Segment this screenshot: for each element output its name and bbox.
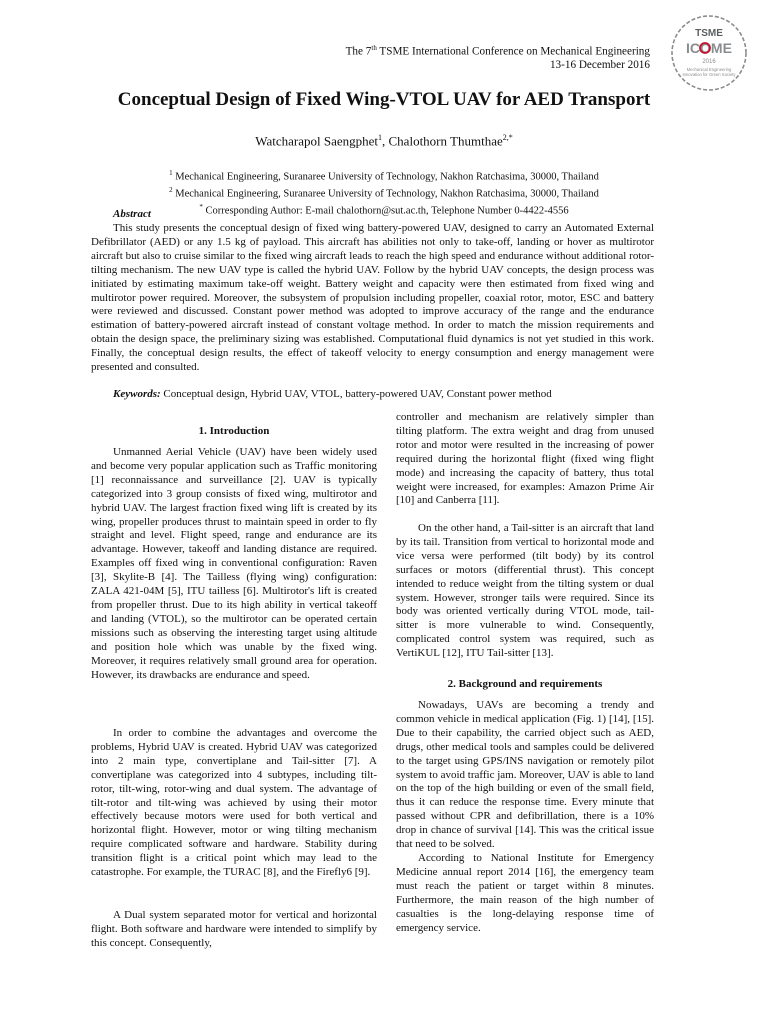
logo-tagline-2: Innovation for Green Society bbox=[682, 72, 736, 77]
abstract-heading: Abstract bbox=[113, 208, 151, 220]
author-1: Watcharapol Saengphet bbox=[255, 133, 379, 149]
affiliation-2 bbox=[0, 184, 768, 201]
tsme-icome-logo bbox=[668, 12, 750, 94]
conference-header bbox=[346, 42, 650, 72]
keywords-label: Keywords: bbox=[113, 388, 161, 400]
section-2-heading: 2. Background and requirements bbox=[447, 678, 603, 690]
author-2: Chalothorn Thumthae bbox=[388, 133, 503, 149]
corresponding-text: Corresponding Author: E-mail chalothorn@sut.ac.th, Telephone Number 0-4422-4556 bbox=[202, 205, 569, 217]
author-2-affil: 2,* bbox=[502, 133, 513, 142]
abstract-text: This study presents the conceptual design of fixed wing battery-powered UAV, designed to carry an Automated External Defibrillator (AED) or any 1.5 kg of payload. This aircraft has abilities not only to take-off, landing or hover as multirotor aircraft but also to cruise similar to the fixed wing aircraft leads to reach the high speed and endurance without additional rotor-tilting mechanism. The new UAV type is called the hybrid UAV. Follow by the hybrid UAV concepts, the design process was initiated by estimating maximum take-off weight. Battery weight and capacity were then estimated from fixed wing and multirotor power required. Moreover, the subsystem of propulsion including propeller, coaxial rotor, motor, ESC and battery were reviewed and discussed. Constant power method was adopted to improve accuracy of the range and the endurance estimation of battery-powered aircraft instead of constant voltage method. In order to match the mission requirements and obtain the design space, the preliminary sizing was established. Computational fluid dynamics is not yet studied in this work. Finally, the conceptual design results, the effect of takeoff velocity to energy consumption and energy management were presented and consulted. bbox=[91, 222, 654, 374]
conference-name-sup: th bbox=[371, 44, 377, 52]
paper-title: Conceptual Design of Fixed Wing-VTOL UAV for AED Transport bbox=[117, 89, 651, 110]
corresponding-mark: * bbox=[199, 203, 203, 211]
intro-paragraph-2: In order to combine the advantages and overcome the problems, Hybrid UAV is created. Hybrid UAV was categorized into 2 main type, convertiplane and Tail-sitter [7]. A convertiplane was categorized into 4 subtypes, including tilt-rotor, tilt-wing, rotor-wing and dual system. The advantage of tilt-rotor and tilt-wing was achieved by using their motor effectively because motors were used for both vertical and horizontal flight. However, motor or wing tilting mechanism require complicated software and hardware. Stability during transition flight is a critical point which may lead to the catastrophe. For example, the TURAC [8], and the Firefly6 [9]. bbox=[91, 727, 377, 879]
intro-paragraph-3: A Dual system separated motor for vertical and horizontal flight. Both software and hardware were intended to simplify by this concept. Consequently, bbox=[91, 909, 377, 949]
logo-year: 2016 bbox=[702, 59, 716, 65]
affiliation-1-text: Mechanical Engineering, Suranaree University of Technology, Nakhon Ratchasima, 30000, Thailand bbox=[172, 171, 599, 183]
logo-tagline-1: Mechanical Engineering bbox=[686, 67, 732, 72]
background-paragraph-1: Nowadays, UAVs are becoming a trendy and common vehicle in medical application (Fig. 1) [14], [15]. Due to their capability, the carried object such as AED, drugs, other medical tools and samples could be delivered to the target using GPS/INS navigation or remotely pilot system to avoid traffic jam. Moreover, UAV is able to land on the top of the high building or even of the small field, thus it can reduce the response time. Every minute that passed without CPR and defibrillation, there is a 10% drop in chance of survival [14]. This was the critical issue that need to be solved. bbox=[396, 699, 655, 851]
section-1-heading: 1. Introduction bbox=[198, 425, 270, 437]
intro-paragraph-1: Unmanned Aerial Vehicle (UAV) have been widely used and become very popular application such as Traffic monitoring [1] reconnaissance and surveillance [2]. UAV is typically categorized into 3 group consists of fixed wing, multirotor and hybrid UAV. The largest fraction fixed wing lift is created by its wing, propeller produces thrust to maintain speed in order to fly straight and level. Flight speed, range and endurance are its advantage. However, takeoff and landing distance are required. Examples off fixed wing in conventional configuration: Raven [3], Skylite-B [4]. The Tailless (flying wing) configuration: ZALA 421-04M [5], ITU tailless [6]. Multirotor's lift is created from propeller thrust. Due to its high ability in vertical takeoff and landing (VTOL), so the multirotor can be operated certain missions such as observing the interesting target using altitude and position hole which was unable by the fixed wing. Moreover, it requires relatively small ground area for operation. However, its drawbacks are endurance and speed. bbox=[91, 446, 377, 681]
conference-name bbox=[346, 42, 650, 59]
affiliation-1 bbox=[0, 167, 768, 184]
background-paragraph-2: According to National Institute for Emergency Medicine annual report 2014 [16], the emergency team must reach the patient or target within 8 minutes. Furthermore, the main reason of the high number of casualties is the long-delaying response time of emergency service. bbox=[396, 852, 654, 934]
conference-name-pre: The 7 bbox=[345, 45, 372, 58]
affiliation-2-text: Mechanical Engineering, Suranaree University of Technology, Nakhon Ratchasima, 30000, Thailand bbox=[172, 188, 599, 200]
author-separator: , bbox=[382, 133, 389, 149]
logo-text-main: ICOME bbox=[686, 40, 732, 56]
keywords bbox=[113, 388, 552, 400]
conference-dates: 13-16 December 2016 bbox=[549, 58, 650, 71]
logo-text-top: TSME bbox=[695, 28, 723, 39]
conference-name-post: TSME International Conference on Mechanical Engineering bbox=[376, 45, 650, 58]
author-1-affil: 1 bbox=[378, 133, 383, 142]
keywords-text: Conceptual design, Hybrid UAV, VTOL, battery-powered UAV, Constant power method bbox=[160, 388, 552, 400]
affiliation-2-mark: 2 bbox=[169, 186, 173, 194]
author-list bbox=[0, 133, 768, 149]
intro-paragraph-4: controller and mechanism are relatively simpler than tilting platform. The extra weight and drag from unused rotor and motor were resulted in the increasing of power required during the horizontal flight (fixed wing flight mode) and increasing the capacity of battery, thus total weight were increased, for examples: Amazon Prime Air [10] and Canberra [11]. bbox=[396, 411, 654, 507]
affiliation-1-mark: 1 bbox=[169, 169, 173, 177]
intro-paragraph-5: On the other hand, a Tail-sitter is an aircraft that land by its tail. Transition from vertical to horizontal mode and vice versa were performed (tilt body) by its control surfaces or motors (differential thrust). This concept intended to reduce weight from the tilting system or dual system. However, stronger tails were required. Since its body was oriented vertically during VTOL mode, tail-sitter is more vulnerable to wind. Consequently, complicated control system was required, such as VertiKUL [12], ITU Tail-sitter [13]. bbox=[396, 522, 654, 660]
